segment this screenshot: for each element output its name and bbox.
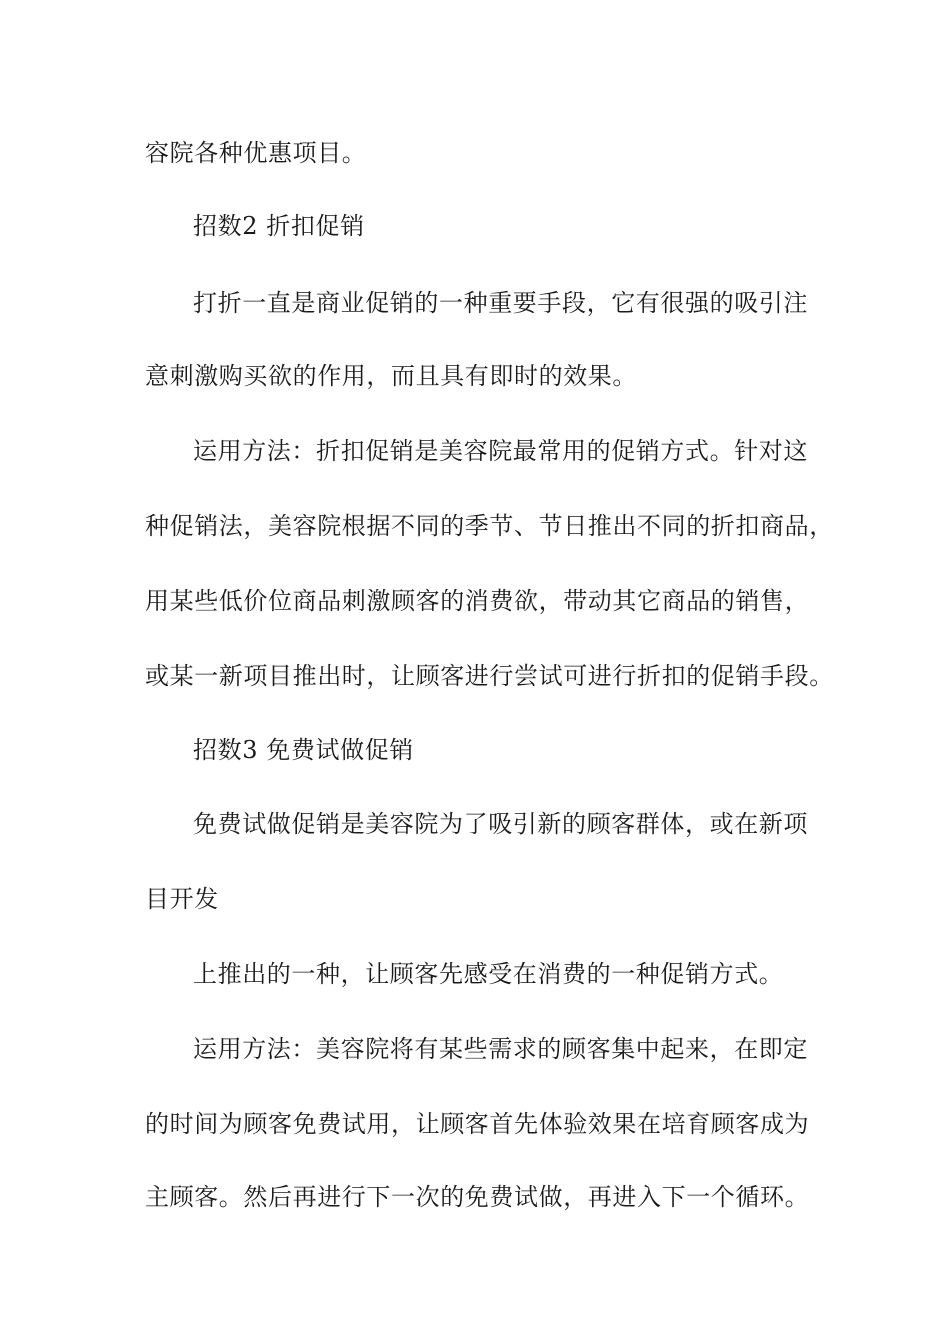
- paragraph-line: 意刺激购买欲的作用，而且具有即时的效果。: [145, 362, 637, 390]
- section-heading: 招数2 折扣促销: [193, 212, 365, 240]
- paragraph-line: 上推出的一种，让顾客先感受在消费的一种促销方式。: [193, 960, 784, 988]
- paragraph-line: 运用方法：折扣促销是美容院最常用的促销方式。针对这: [193, 437, 808, 465]
- paragraph-line: 或某一新项目推出时，让顾客进行尝试可进行折扣的促销手段。: [145, 662, 834, 690]
- paragraph-line: 的时间为顾客免费试用，让顾客首先体验效果在培育顾客成为: [145, 1110, 810, 1138]
- paragraph-line: 目开发: [145, 885, 219, 913]
- paragraph-line: 容院各种优惠项目。: [145, 139, 367, 167]
- paragraph-line: 运用方法：美容院将有某些需求的顾客集中起来，在即定: [193, 1035, 808, 1063]
- paragraph-line: 种促销法，美容院根据不同的季节、节日推出不同的折扣商品，: [145, 512, 834, 540]
- section-heading: 招数3 免费试做促销: [193, 736, 414, 764]
- paragraph-line: 用某些低价位商品刺激顾客的消费欲，带动其它商品的销售，: [145, 587, 810, 615]
- paragraph-line: 打折一直是商业促销的一种重要手段，它有很强的吸引注: [193, 289, 808, 317]
- paragraph-line: 主顾客。然后再进行下一次的免费试做，再进入下一个循环。: [145, 1183, 810, 1211]
- paragraph-line: 免费试做促销是美容院为了吸引新的顾客群体，或在新项: [193, 810, 808, 838]
